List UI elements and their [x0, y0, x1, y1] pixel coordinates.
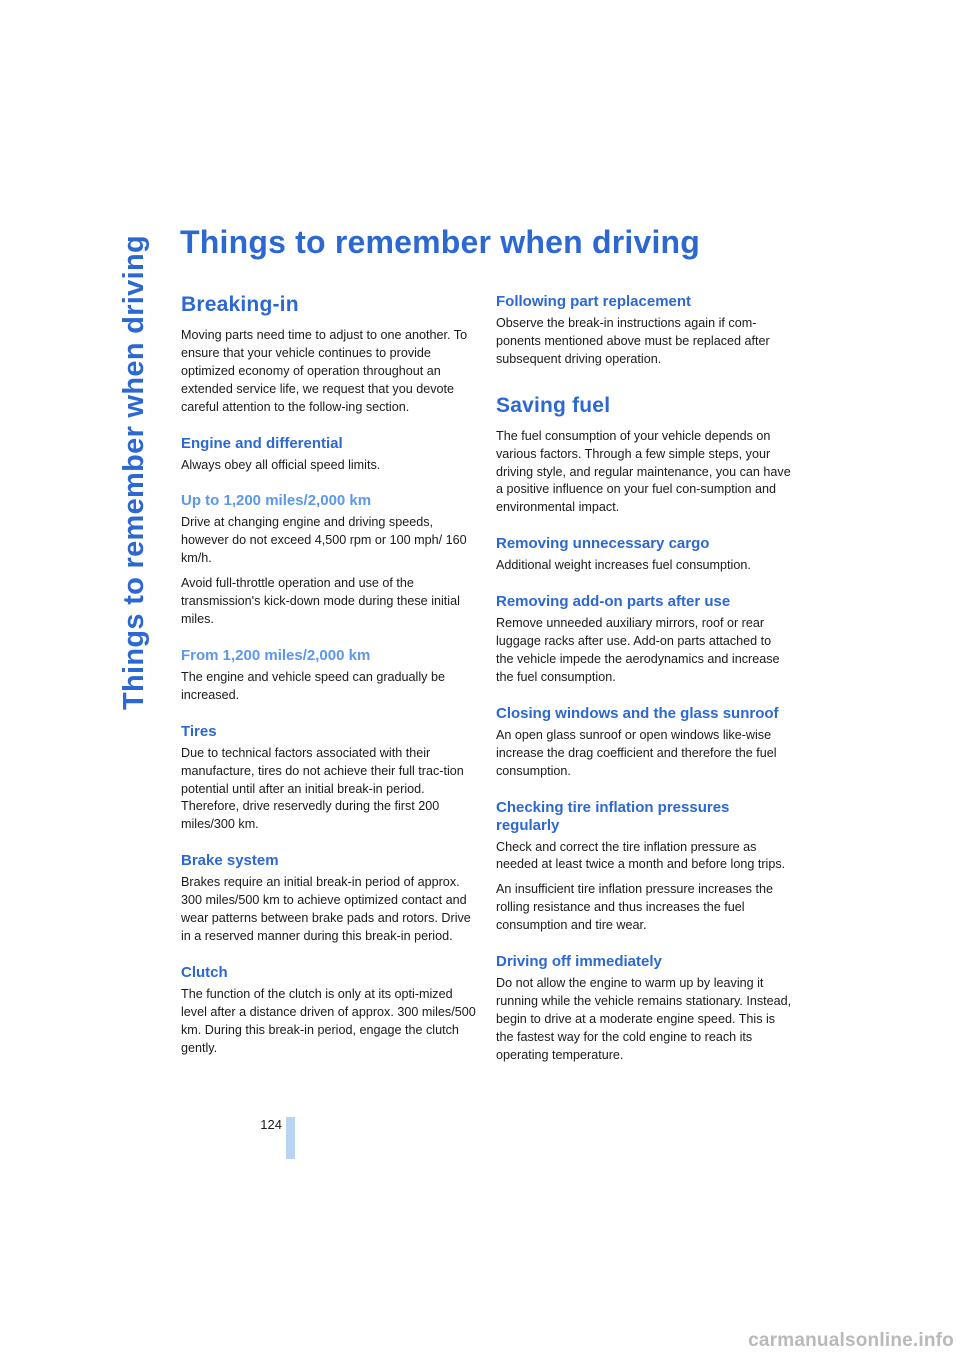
- page-number: 124: [260, 1117, 282, 1132]
- subheading-engine: Engine and differential: [181, 434, 343, 452]
- page-title: Things to remember when driving: [180, 224, 701, 260]
- cargo-text: Additional weight increases fuel consumption.: [496, 558, 751, 573]
- subheading-clutch: Clutch: [181, 963, 228, 981]
- clutch-text: The function of the clutch is only at its opti-mized level after a distance driven of approx. 300 miles/500 km. During this break-in period, engage the clutch gently.: [181, 986, 476, 1055]
- subheading-tires: Tires: [181, 722, 217, 740]
- left-column: [181, 293, 477, 1064]
- tires-text: Due to technical factors associated with their manufacture, tires do not achieve their full trac-tion potential until after an initial break-in period. Therefore, drive reservedly during the first 200 miles/300 km.: [181, 745, 464, 832]
- following-text: Observe the break-in instructions again if com-ponents mentioned above must be replaced after subsequent driving operation.: [496, 316, 770, 366]
- from-text: The engine and vehicle speed can gradually be increased.: [181, 669, 445, 702]
- breaking-in-text: Moving parts need time to adjust to one another. To ensure that your vehicle continues to provide optimized economy of operation throughout an extended service life, we request that you devote careful attention to the follow-ing section.: [181, 328, 468, 414]
- driving-off-text: Do not allow the engine to warm up by leaving it running while the vehicle remains stationary. Instead, begin to drive at a moderate engine speed. This is the fastest way for the cold engine to reach its operating temperature.: [496, 976, 792, 1062]
- tire-pressure-text-1: Check and correct the tire inflation pressure as needed at least twice a month and before long trips.: [496, 839, 786, 872]
- page-marker-bar: [286, 1117, 295, 1159]
- section-heading-saving-fuel: Saving fuel: [496, 393, 611, 417]
- engine-text: Always obey all official speed limits.: [181, 457, 381, 472]
- subheading-add-on-parts: Removing add-on parts after use: [496, 593, 731, 611]
- subheading-up-to: Up to 1,200 miles/2,000 km: [181, 492, 372, 510]
- add-on-text: Remove unneeded auxiliary mirrors, roof or rear luggage racks after use. Add-on parts attached to the vehicle impede the aerodynamics and increase the fuel consumption.: [496, 616, 780, 684]
- tire-pressure-text-2: An insufficient tire inflation pressure increases the rolling resistance and thus increases the fuel consumption and tire wear.: [496, 882, 773, 933]
- windows-text: An open glass sunroof or open windows like-wise increase the drag coefficient and therefore the fuel consumption.: [496, 727, 777, 778]
- side-chapter-title: Things to remember when driving: [118, 235, 150, 710]
- subheading-driving-off: Driving off immediately: [496, 953, 662, 971]
- brake-text: Brakes require an initial break-in period of approx. 300 miles/500 km to achieve optimized contact and wear patterns between brake pads and rotors. Drive in a reserved manner during this break-in period.: [181, 875, 471, 943]
- section-heading-breaking-in: Breaking-in: [181, 293, 299, 316]
- up-to-text-2: Avoid full-throttle operation and use of the transmission's kick-down mode during these initial miles.: [181, 576, 460, 626]
- right-column: [496, 293, 792, 1072]
- subheading-tire-pressure: Checking tire inflation pressures regularly: [496, 798, 730, 834]
- subheading-cargo: Removing unnecessary cargo: [496, 535, 710, 553]
- up-to-text-1: Drive at changing engine and driving speeds, however do not exceed 4,500 rpm or 100 mph/ 160 km/h.: [181, 515, 467, 566]
- subheading-brake-system: Brake system: [181, 852, 279, 870]
- saving-fuel-text: The fuel consumption of your vehicle depends on various factors. Through a few simple steps, your driving style, and regular maintenance, you can have a positive influence on your fuel con-sumption and environmental impact.: [496, 428, 791, 515]
- watermark: carmanualsonline.info: [748, 1330, 954, 1351]
- subheading-windows: Closing windows and the glass sunroof: [496, 704, 779, 722]
- subheading-following-part: Following part replacement: [496, 293, 692, 310]
- subheading-from: From 1,200 miles/2,000 km: [181, 646, 371, 664]
